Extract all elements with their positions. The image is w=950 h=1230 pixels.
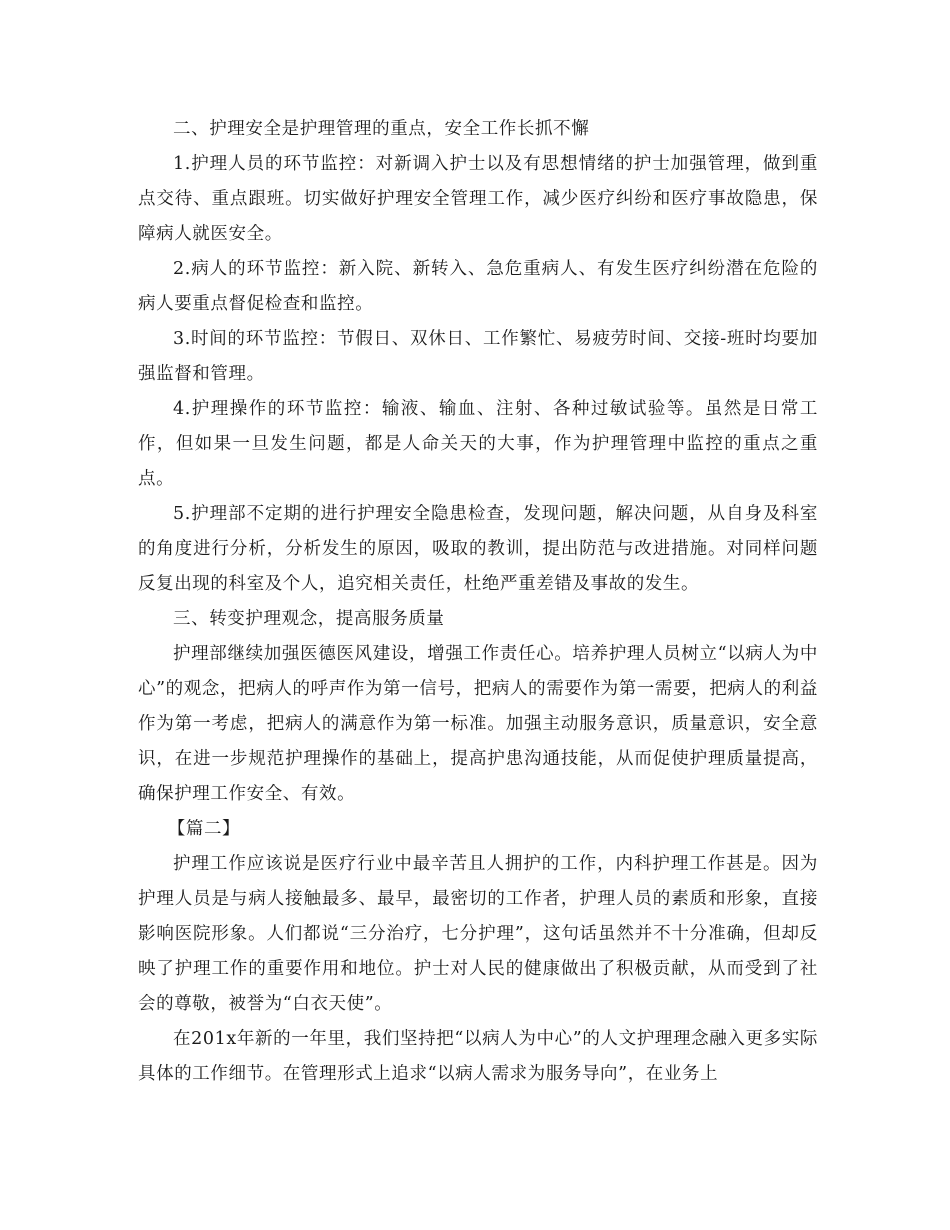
paragraph-operation-monitoring: 4.护理操作的环节监控：输液、输血、注射、各种过敏试验等。虽然是日常工作，但如果一旦发生问题，都是人命关天的大事，作为护理管理中监控的重点之重点。 [138,399,818,489]
paragraph-service-quality: 护理部继续加强医德医风建设，增强工作责任心。培养护理人员树立“以病人为中心”的观念，把病人的呼声作为第一信号，把病人的需要作为第一需要，把病人的利益作为第一考虑，把病人的满意作为第一标准。加强主动服务意识，质量意识，安全意识，在进一步规范护理操作的基础上，提高护患沟通技能，从而促使护理质量提高，确保护理工作安全、有效。 [138,644,818,804]
paragraph-new-year: 在201x年新的一年里，我们坚持把“以病人为中心”的人文护理理念融入更多实际具体的工作细节。在管理形式上追求“以病人需求为服务导向”，在业务上 [138,1029,818,1084]
paragraph-patient-monitoring: 2.病人的环节监控：新入院、新转入、急危重病人、有发生医疗纠纷潜在危险的病人要重点督促检查和监控。 [138,259,818,314]
part-two-marker: 【篇二】 [167,819,241,839]
paragraph-nursing-intro: 护理工作应该说是医疗行业中最辛苦且人拥护的工作，内科护理工作甚是。因为护理人员是与病人接触最多、最早，最密切的工作者，护理人员的素质和形象，直接影响医院形象。人们都说“三分治疗，七分护理”，这句话虽然并不十分准确，但却反映了护理工作的重要作用和地位。护士对人民的健康做出了积极贡献，从而受到了社会的尊敬，被誉为“白衣天使”。 [138,854,818,1014]
document-body [138,112,818,1092]
paragraph-time-monitoring: 3.时间的环节监控：节假日、双休日、工作繁忙、易疲劳时间、交接-班时均要加强监督和管理。 [138,329,818,384]
section-heading-3: 三、转变护理观念，提高服务质量 [173,609,445,629]
section-heading-2: 二、护理安全是护理管理的重点，安全工作长抓不懈 [173,119,590,139]
paragraph-staff-monitoring: 1.护理人员的环节监控：对新调入护士以及有思想情绪的护士加强管理，做到重点交待、重点跟班。切实做好护理安全管理工作，减少医疗纠纷和医疗事故隐患，保障病人就医安全。 [138,154,818,244]
paragraph-safety-inspection: 5.护理部不定期的进行护理安全隐患检查，发现问题，解决问题，从自身及科室的角度进行分析，分析发生的原因，吸取的教训，提出防范与改进措施。对同样问题反复出现的科室及个人，追究相关责任，杜绝严重差错及事故的发生。 [138,504,818,594]
